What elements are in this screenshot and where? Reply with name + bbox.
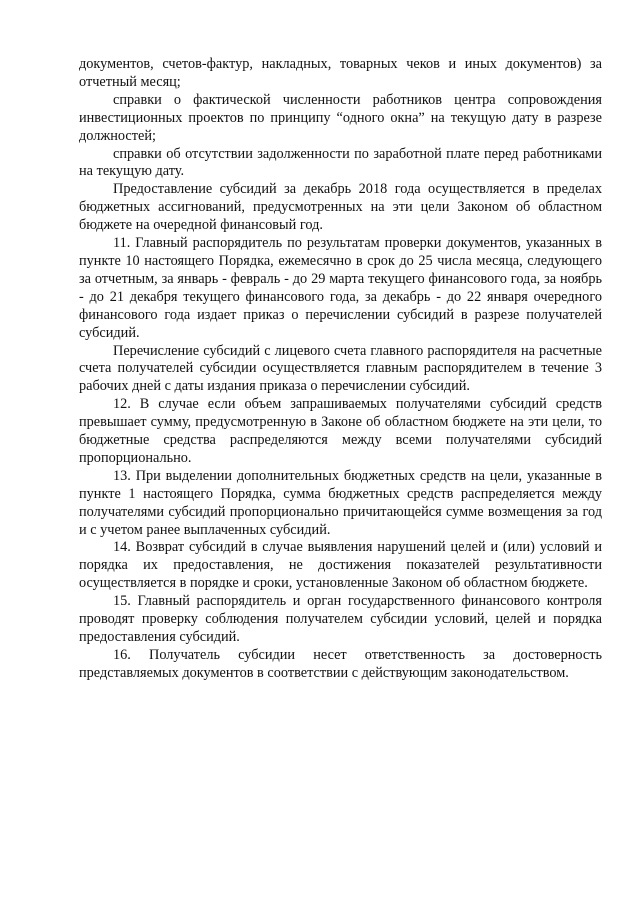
paragraph-item-11: 11. Главный распорядитель по результатам проверки документов, указанных в пункте 10 настоящего Порядка, ежемесячно в срок до 25 числа месяца, следующего за отчетным, за январь - февраль - до 29 марта текущего финансового года, за ноябрь - до 21 декабря текущего финансового года, за декабрь - до 22 января очередного финансового года издает приказ о перечислении субсидий в разрезе получателей субсидий. [79, 235, 602, 341]
paragraph-item-12: 12. В случае если объем запрашиваемых получателями субсидий средств превышает сумму, предусмотренную в Законе об областном бюджете на эти цели, то бюджетные средства распределяются между всеми получателями субсидий пропорционально. [79, 396, 602, 466]
paragraph-december-subsidies: Предоставление субсидий за декабрь 2018 года осуществляется в пределах бюджетных ассигнований, предусмотренных на эти цели Законом об областном бюджете на очередной финансовый год. [79, 181, 602, 234]
paragraph-transfer-of-subsidies: Перечисление субсидий с лицевого счета главного распорядителя на расчетные счета получателей субсидии осуществляется главным распорядителем в течение 3 рабочих дней с даты издания приказа о перечислении субсидий. [79, 342, 602, 395]
paragraph-staff-count-certificate: справки о фактической численности работников центра сопровождения инвестиционных проектов по принципу “одного окна” на текущую дату в разрезе должностей; [79, 91, 602, 144]
document-body [79, 56, 602, 683]
paragraph-item-13: 13. При выделении дополнительных бюджетных средств на цели, указанные в пункте 1 настоящего Порядка, сумма бюджетных средств распределяется между получателями субсидий пропорционально причитающейся сумме возмещения за год и с учетом ранее выплаченных субсидий. [79, 467, 602, 538]
paragraph-no-wage-debt-certificate: справки об отсутствии задолженности по заработной плате перед работниками на текущую дату. [79, 145, 602, 180]
paragraph-documents-continuation: документов, счетов-фактур, накладных, товарных чеков и иных документов) за отчетный месяц; [79, 56, 602, 90]
paragraph-item-15: 15. Главный распорядитель и орган государственного финансового контроля проводят проверку соблюдения получателем субсидии условий, целей и порядка предоставления субсидий. [79, 593, 602, 645]
paragraph-item-14: 14. Возврат субсидий в случае выявления нарушений целей и (или) условий и порядка их предоставления, не достижения показателей результативности осуществляется в порядке и сроки, установленные Законом об областном бюджете. [79, 539, 602, 592]
paragraph-item-16: 16. Получатель субсидии несет ответственность за достоверность представляемых документов в соответствии с действующим законодательством. [79, 646, 602, 681]
